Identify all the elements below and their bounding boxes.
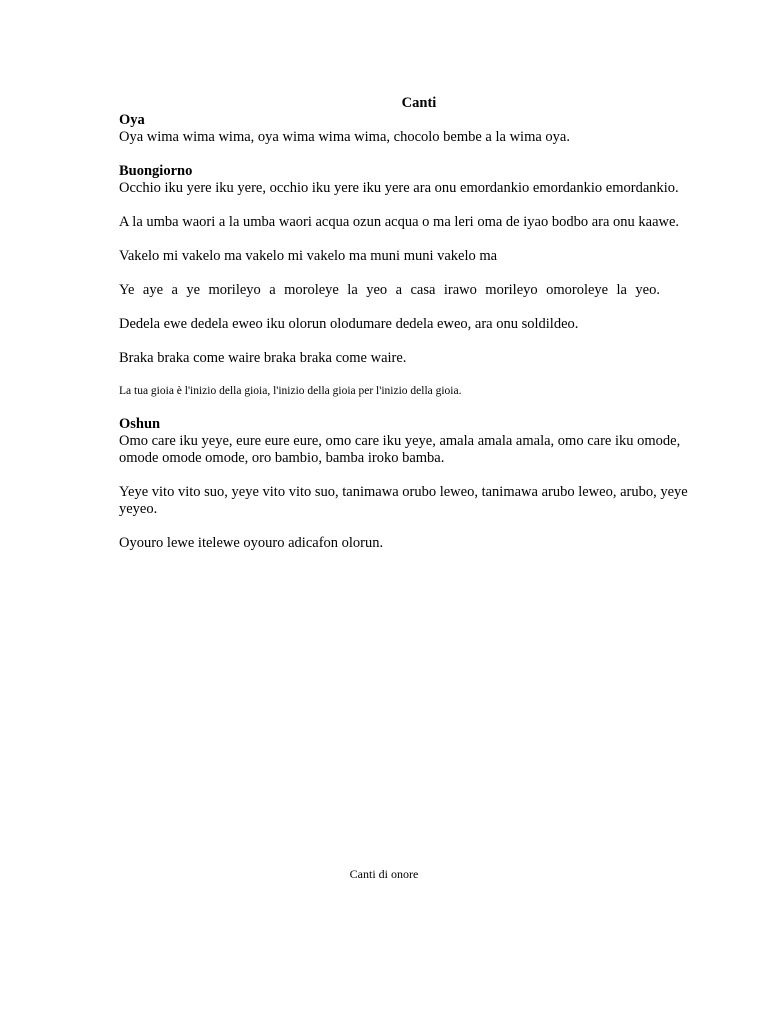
paragraph: Yeye vito vito suo, yeye vito vito suo, tanimawa orubo leweo, tanimawa arubo leweo, arubo, yeye yeyeo.: [119, 484, 688, 517]
paragraph: Oya wima wima wima, oya wima wima wima, chocolo bembe a la wima oya.: [119, 129, 570, 145]
paragraph: Oyouro lewe itelewe oyouro adicafon olorun.: [119, 535, 384, 551]
paragraph: Omo care iku yeye, eure eure eure, omo care iku yeye, amala amala amala, omo care iku omode, omode omode omode, oro bambio, bamba iroko bamba.: [119, 433, 681, 466]
section-heading-oshun: Oshun: [119, 416, 161, 432]
document-title: Canti: [401, 95, 437, 111]
paragraph: A la umba waori a la umba waori acqua ozun acqua o ma leri oma de iyao bodbo ara onu kaawe.: [119, 214, 680, 230]
section-heading-buongiorno: Buongiorno: [119, 163, 193, 179]
page-footer: Canti di onore: [349, 867, 419, 881]
paragraph: Braka braka come waire braka braka come waire.: [119, 350, 407, 366]
paragraph: Occhio iku yere iku yere, occhio iku yere iku yere ara onu emordankio emordankio emordankio.: [119, 180, 679, 196]
paragraph-small: La tua gioia è l'inizio della gioia, l'inizio della gioia per l'inizio della gioia.: [119, 385, 462, 397]
paragraph: Vakelo mi vakelo ma vakelo mi vakelo ma muni muni vakelo ma: [119, 248, 498, 264]
section-heading-oya: Oya: [119, 112, 145, 128]
paragraph: Dedela ewe dedela eweo iku olorun olodumare dedela eweo, ara onu soldildeo.: [119, 316, 579, 332]
paragraph: Ye aye a ye morileyo a moroleye la yeo a casa irawo morileyo omoroleye la yeo.: [119, 282, 660, 298]
document-body: [119, 95, 719, 552]
